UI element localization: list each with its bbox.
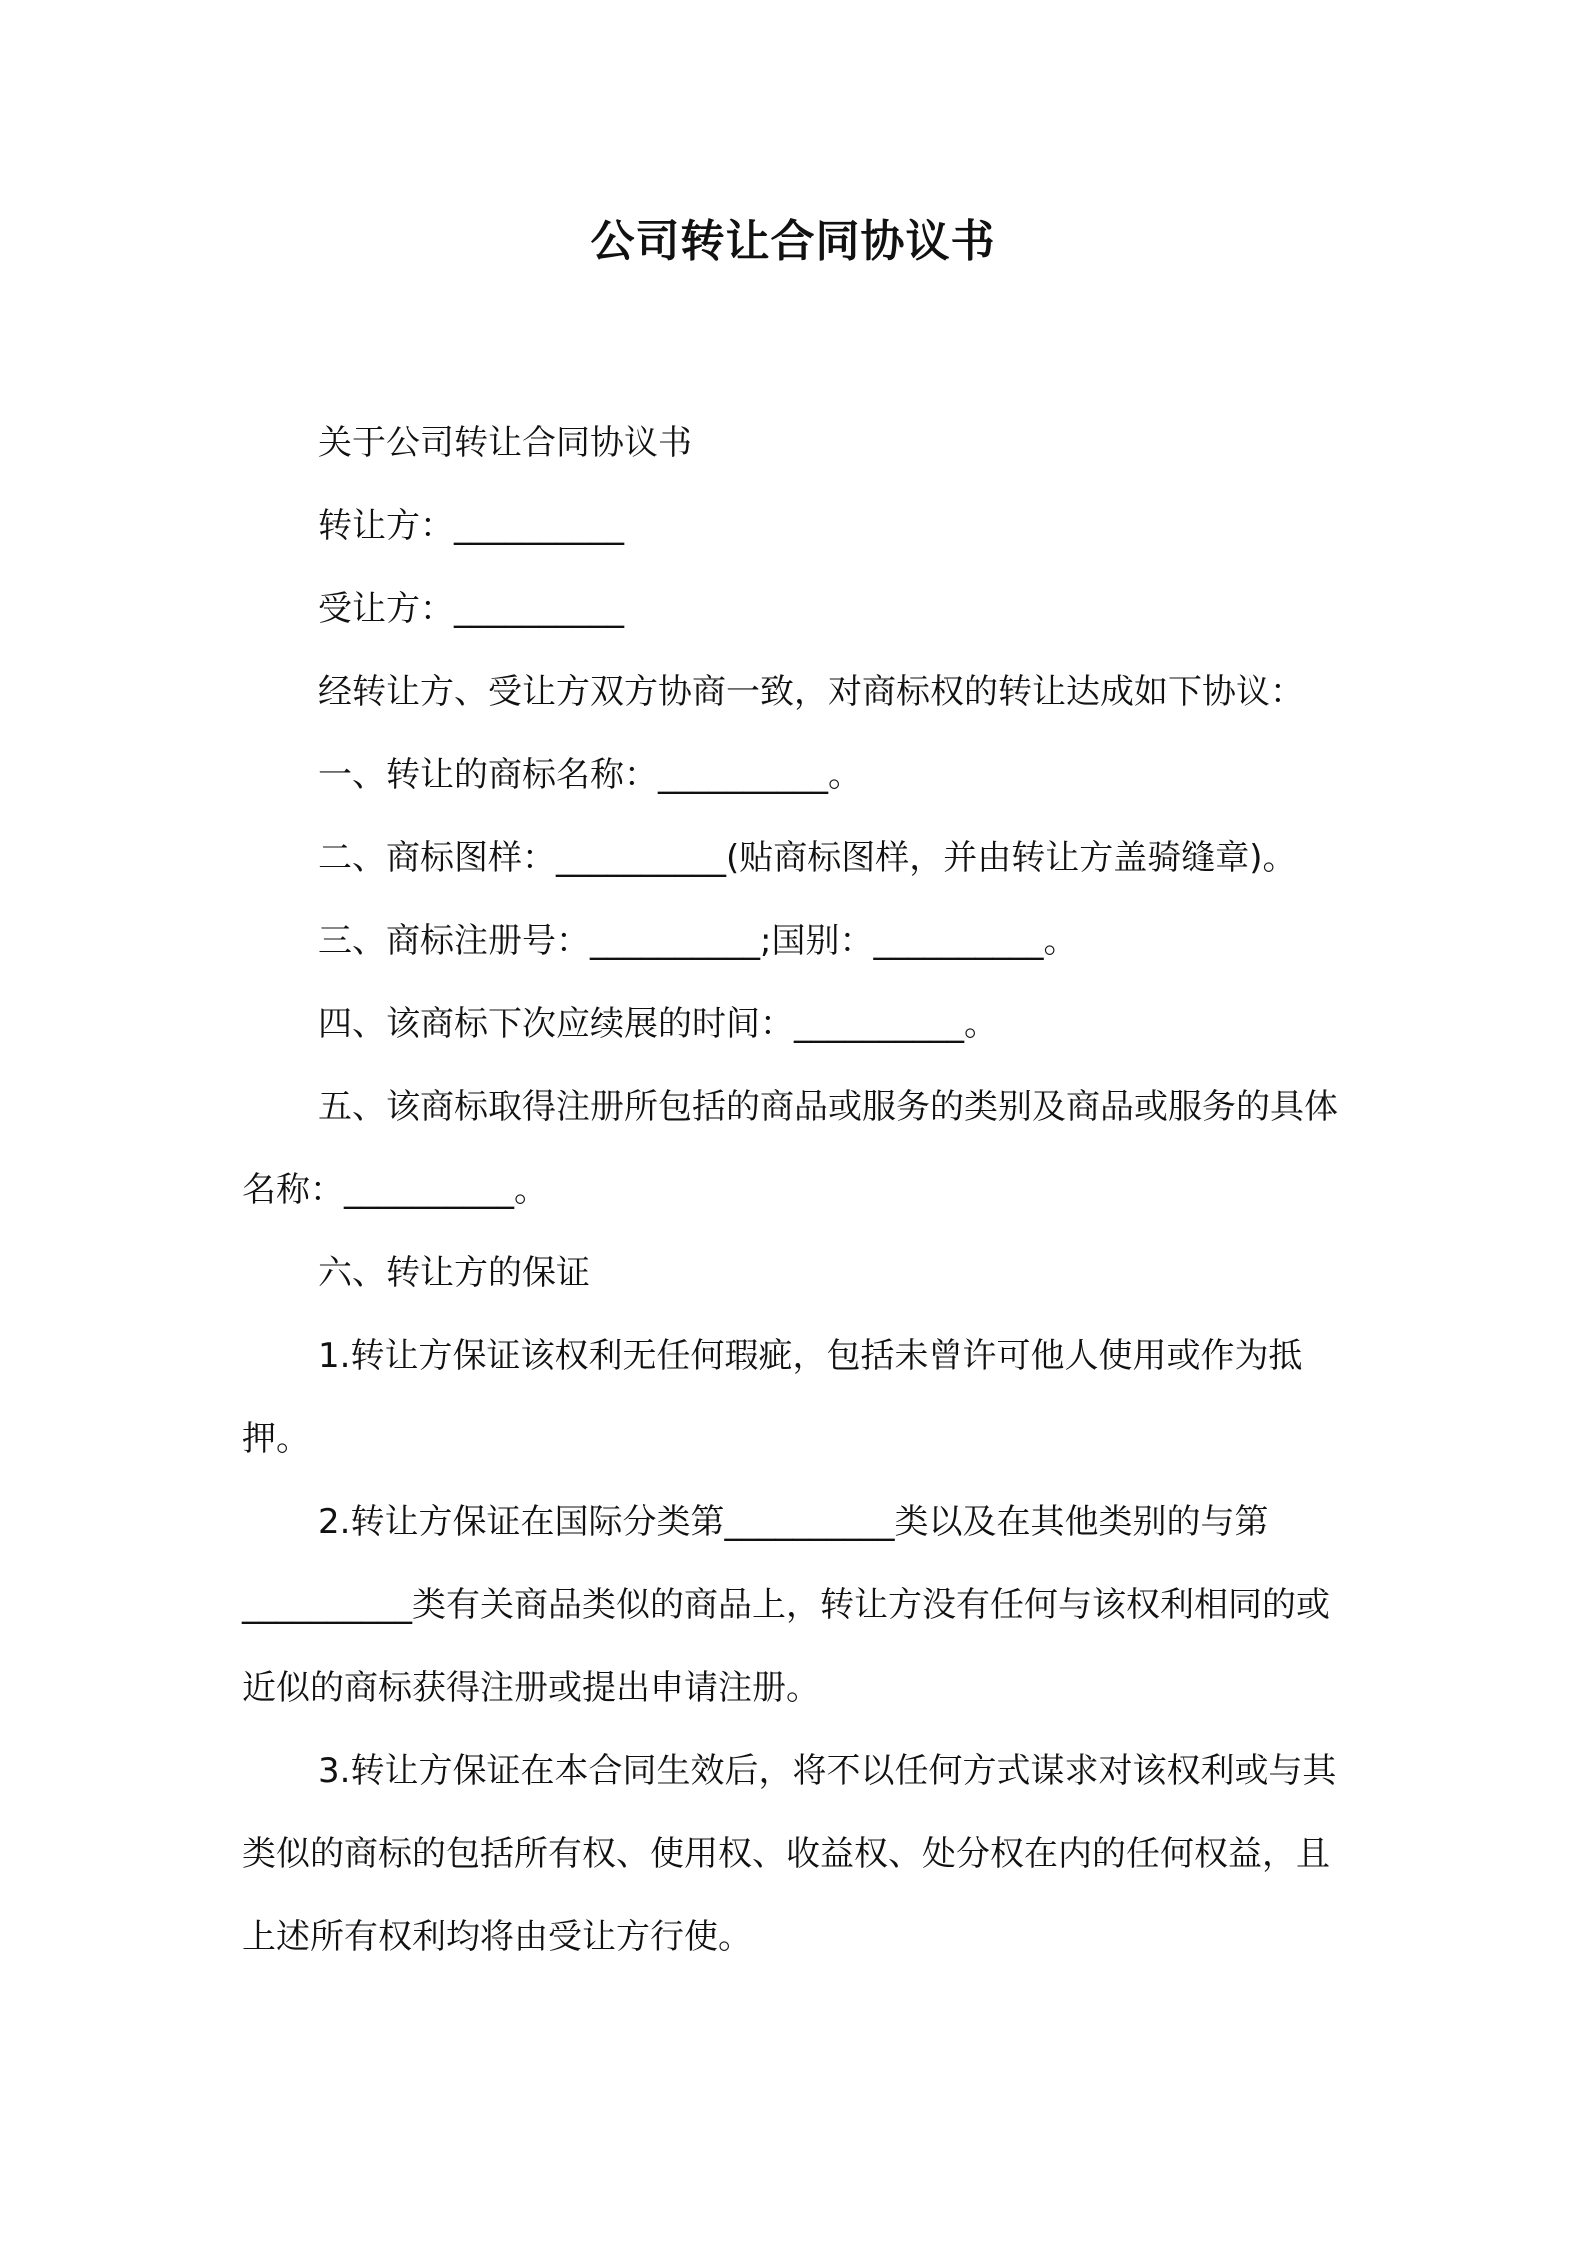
paragraph-heading: 关于公司转让合同协议书	[318, 423, 692, 463]
paragraph-clause-1: 一、转让的商标名称：__________。	[318, 755, 862, 795]
paragraph-clause-2: 二、商标图样：__________(贴商标图样，并由转让方盖骑缝章)。	[318, 838, 1297, 878]
paragraph-guarantee-1: 1.转让方保证该权利无任何瑕疵，包括未曾许可他人使用或作为抵押。	[242, 1336, 1303, 1459]
paragraph-guarantee-2: 2.转让方保证在国际分类第__________类以及在其他类别的与第__________类有关商品类似的商品上，转让方没有任何与该权利相同的或近似的商标获得注册或提出申请注册。	[242, 1502, 1330, 1708]
paragraph-agreement-intro: 经转让方、受让方双方协商一致，对商标权的转让达成如下协议：	[318, 672, 1304, 712]
paragraph-clause-6: 六、转让方的保证	[318, 1253, 590, 1293]
paragraph-clause-3: 三、商标注册号：__________;国别：__________。	[318, 921, 1078, 961]
paragraph-guarantee-3: 3.转让方保证在本合同生效后，将不以任何方式谋求对该权利或与其类似的商标的包括所有权、使用权、收益权、处分权在内的任何权益，且上述所有权利均将由受让方行使。	[242, 1751, 1337, 1957]
paragraph-clause-5: 五、该商标取得注册所包括的商品或服务的类别及商品或服务的具体名称：__________。	[242, 1087, 1338, 1210]
paragraph-transferee: 受让方：__________	[318, 589, 624, 629]
document-title: 公司转让合同协议书	[590, 216, 996, 267]
paragraph-transferor: 转让方：__________	[318, 506, 624, 546]
document-body	[242, 402, 1354, 1979]
paragraph-clause-4: 四、该商标下次应续展的时间：__________。	[318, 1004, 998, 1044]
